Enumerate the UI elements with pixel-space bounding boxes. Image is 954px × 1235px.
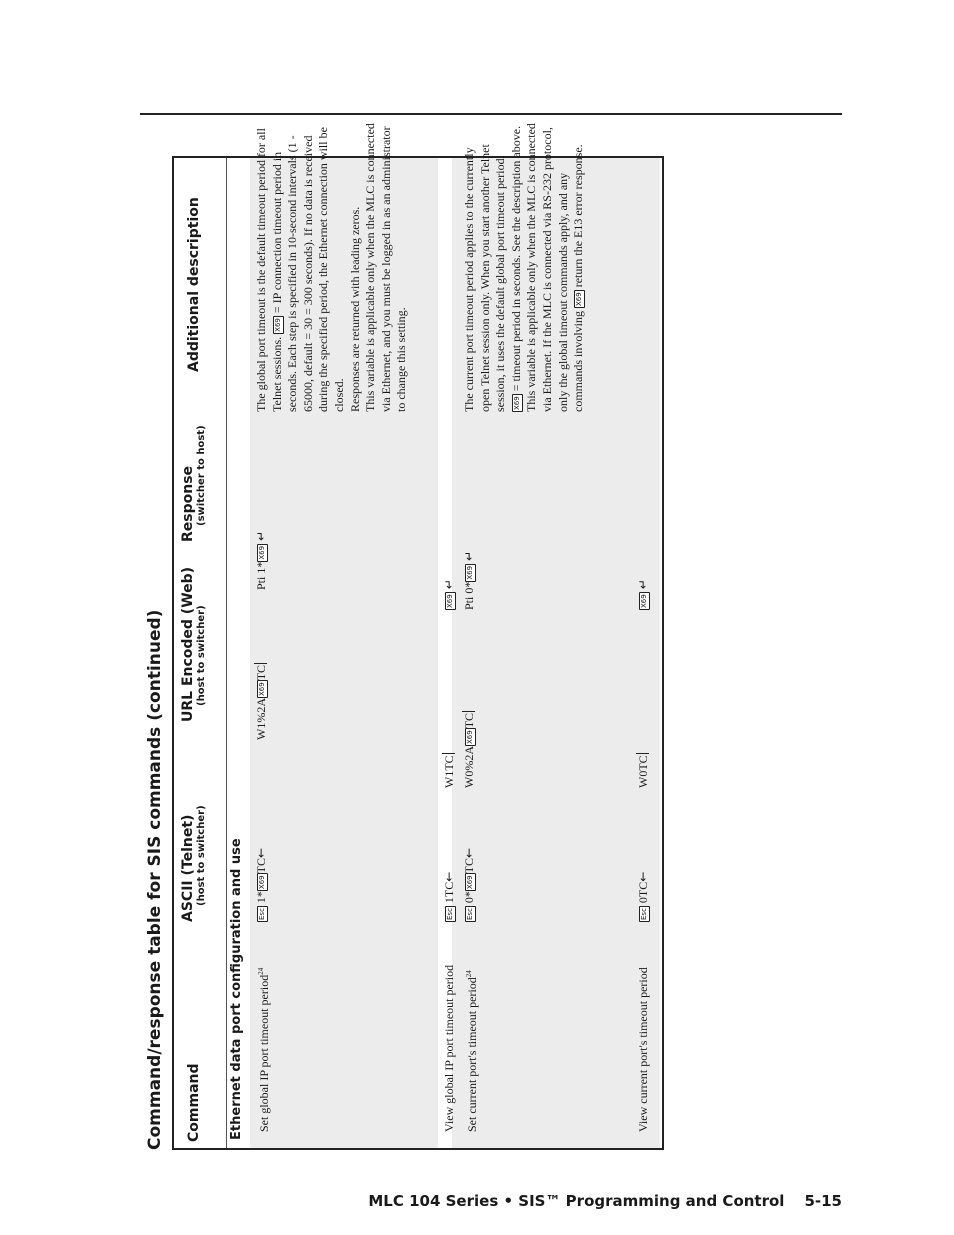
command-table xyxy=(172,123,664,1150)
row1-ascii: Esc 1*X69TC← xyxy=(254,847,268,920)
x69-key: X69 xyxy=(466,565,474,580)
enter-arrow-icon: ← xyxy=(254,847,268,859)
row3-ascii: Esc 0*X69TC← xyxy=(462,847,476,920)
enter-arrow-icon: ← xyxy=(462,847,476,859)
top-rule xyxy=(140,113,842,115)
esc-key: Esc xyxy=(446,908,454,920)
pipe-icon xyxy=(254,663,267,664)
row1-response: Pti 1*X69 ↵ xyxy=(254,530,268,590)
esc-key: Esc xyxy=(640,908,648,920)
x69-key: X69 xyxy=(258,545,266,560)
pipe-icon xyxy=(636,753,649,754)
page-title: Command/response table for SIS commands (continued) xyxy=(145,609,165,1150)
x69-key: X69 xyxy=(512,396,521,410)
col-header-response: Response (switcher to host) xyxy=(180,425,207,542)
x69-key: X69 xyxy=(273,318,282,332)
page-footer xyxy=(300,1192,842,1210)
row3-response: Pti 0*X69 ↵ xyxy=(462,550,476,610)
col-header-command: Command xyxy=(186,1063,202,1142)
row3-description: The current port timeout period applies to the currently open Telnet session only. When you start another Telnet session, it uses the default global port timeout period. X69 = timeout period in seconds. See the description above. This variable is applicable only when the MLC is connected via Ethernet. If the MLC is connected via RS-232 protocol, only the global timeout commands apply, and any commands involving X69 return the E13 error response. xyxy=(462,123,586,412)
rotated-table-page xyxy=(140,123,662,1150)
col-header-ascii: ASCII (Telnet) (host to switcher) xyxy=(180,805,207,922)
section-heading: Ethernet data port configuration and use xyxy=(229,838,244,1140)
row4-command: View current port's timeout period xyxy=(636,967,650,1132)
row1-command: Set global IP port timeout period$^{24}$ xyxy=(257,967,271,1132)
col-header-description: Additional description xyxy=(186,197,202,372)
row2-url: W1TC xyxy=(442,755,456,788)
pipe-icon xyxy=(462,711,475,712)
enter-arrow-icon: ← xyxy=(442,871,456,882)
header-divider xyxy=(226,158,227,1148)
row2-ascii: Esc 1TC← xyxy=(442,871,456,920)
x69-key: X69 xyxy=(258,682,266,696)
x69-key: X69 xyxy=(466,875,474,890)
return-arrow-icon: ↵ xyxy=(254,530,268,541)
return-arrow-icon: ↵ xyxy=(442,579,456,590)
return-arrow-icon: ↵ xyxy=(636,579,650,590)
footer-text: MLC 104 Series • SIS™ Programming and Control xyxy=(368,1192,785,1210)
row1-description: The global port timeout is the default timeout period for all Telnet sessions. X69 = IP connection timeout period in seconds. Each step is specified in 10-second intervals (1 - 65000, default = 30 = 300 seconds). If no data is received during the specified period, the Ethernet connection will be closed. Responses are returned with leading zeros. This variable is applicable only when the MLC is connected via Ethernet, and you must be logged in as an administrator to change this setting. xyxy=(254,123,409,412)
row4-ascii: Esc 0TC← xyxy=(636,871,650,920)
row3-url: W0%2AX69TC xyxy=(462,712,476,788)
x69-key: X69 xyxy=(446,594,454,608)
x69-key: X69 xyxy=(258,875,266,890)
pipe-icon xyxy=(442,753,455,754)
row2-response xyxy=(442,579,457,610)
x69-key: X69 xyxy=(575,292,584,306)
col-header-url: URL Encoded (Web) (host to switcher) xyxy=(180,566,207,722)
enter-arrow-icon: ← xyxy=(636,871,650,882)
x69-key: X69 xyxy=(466,730,474,744)
x69-key: X69 xyxy=(640,594,648,608)
row3-command: Set current port's timeout period$^{24}$ xyxy=(465,970,479,1132)
row4-response xyxy=(636,579,651,610)
esc-key: Esc xyxy=(466,908,474,920)
esc-key: Esc xyxy=(258,908,266,920)
row4-url: W0TC xyxy=(636,755,650,788)
return-arrow-icon: ↵ xyxy=(462,550,476,561)
row2-command: View global IP port timeout period xyxy=(442,964,456,1132)
page-number: 5-15 xyxy=(804,1192,842,1210)
row1-url: W1%2AX69TC xyxy=(254,664,268,740)
